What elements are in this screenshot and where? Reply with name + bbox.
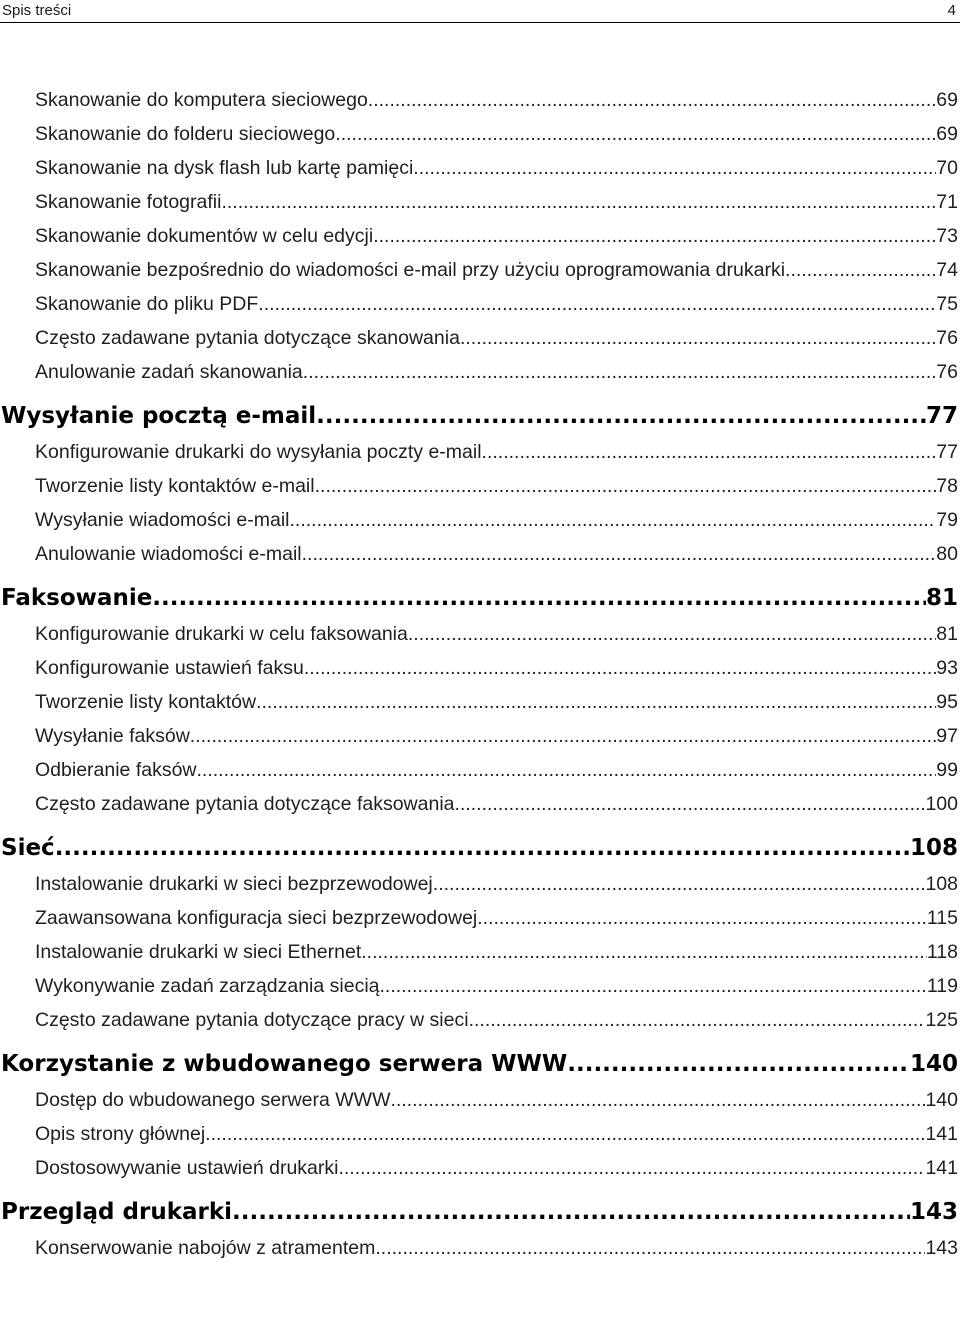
dot-leader [460, 321, 936, 355]
toc-entry[interactable] [0, 901, 958, 935]
toc-entry[interactable] [0, 185, 958, 219]
toc-entry[interactable] [0, 287, 958, 321]
toc-entry[interactable] [0, 1003, 958, 1037]
toc-entry-page: 97 [936, 725, 958, 747]
toc-section [0, 829, 958, 1037]
toc-entry-page: 100 [925, 793, 958, 815]
toc-entry[interactable] [0, 787, 958, 821]
toc-entry-page: 76 [936, 327, 958, 349]
toc-entry-page: 75 [936, 293, 958, 315]
toc-entry[interactable] [0, 83, 958, 117]
dot-leader [289, 503, 936, 537]
header-page-number: 4 [947, 2, 956, 19]
dot-leader [477, 901, 927, 935]
dot-leader [391, 1083, 926, 1117]
toc-chapter-page: 108 [909, 835, 958, 861]
dot-leader [152, 579, 926, 617]
dot-leader [55, 829, 910, 867]
toc-entry-page: 143 [925, 1237, 958, 1259]
toc-chapter-title: Przegląd drukarki [1, 1199, 233, 1225]
dot-leader [380, 969, 927, 1003]
toc-entry-title: Skanowanie na dysk flash lub kartę pamięci [35, 157, 414, 179]
toc-entry-title: Tworzenie listy kontaktów [35, 691, 257, 713]
dot-leader [197, 753, 937, 787]
dot-leader [785, 253, 936, 287]
toc-entry-title: Instalowanie drukarki w sieci bezprzewodowej [35, 873, 433, 895]
toc-entry-page: 93 [936, 657, 958, 679]
toc-entry-title: Często zadawane pytania dotyczące skanowania [35, 327, 460, 349]
toc-entry[interactable] [0, 1117, 958, 1151]
toc-entry-title: Często zadawane pytania dotyczące faksowania [35, 793, 455, 815]
toc-entry-title: Skanowanie do pliku PDF [35, 293, 259, 315]
toc-entry-title: Tworzenie listy kontaktów e-mail [35, 475, 315, 497]
toc-section [0, 83, 958, 389]
toc-chapter-page: 81 [925, 585, 958, 611]
dot-leader [368, 83, 937, 117]
toc-entry-title: Wysyłanie wiadomości e-mail [35, 509, 290, 531]
toc-entry[interactable] [0, 503, 958, 537]
toc-entry[interactable] [0, 469, 958, 503]
toc-entry[interactable] [0, 753, 958, 787]
dot-leader [258, 287, 936, 321]
dot-leader [205, 1117, 925, 1151]
dot-leader [361, 935, 927, 969]
dot-leader [303, 355, 937, 389]
toc-entry-title: Instalowanie drukarki w sieci Ethernet [35, 941, 362, 963]
toc-entry[interactable] [0, 867, 958, 901]
toc-section [0, 1045, 958, 1185]
dot-leader [221, 185, 936, 219]
toc-entry-page: 73 [936, 225, 958, 247]
dot-leader [304, 651, 936, 685]
toc-chapter[interactable] [0, 579, 958, 617]
toc-entry-page: 125 [925, 1009, 958, 1031]
toc-entry-title: Anulowanie zadań skanowania [35, 361, 303, 383]
dot-leader [413, 151, 936, 185]
toc-entry-title: Wykonywanie zadań zarządzania siecią [35, 975, 380, 997]
toc-entry-page: 119 [926, 975, 958, 997]
dot-leader [408, 617, 936, 651]
dot-leader [302, 537, 937, 571]
toc-entry[interactable] [0, 321, 958, 355]
toc-chapter-title: Wysyłanie pocztą e-mail [1, 403, 317, 429]
toc-entry-title: Opis strony głównej [35, 1123, 206, 1145]
toc-chapter-page: 77 [925, 403, 958, 429]
dot-leader [373, 219, 936, 253]
toc-chapter-page: 140 [909, 1051, 958, 1077]
toc-chapter-page: 143 [909, 1199, 958, 1225]
toc-section [0, 579, 958, 821]
toc-entry-page: 79 [936, 509, 958, 531]
toc-chapter[interactable] [0, 1193, 958, 1231]
toc-entry-page: 99 [936, 759, 958, 781]
toc-entry[interactable] [0, 1231, 958, 1265]
toc-entry-page: 69 [936, 123, 958, 145]
toc-entry-title: Odbieranie faksów [35, 759, 197, 781]
toc-entry[interactable] [0, 219, 958, 253]
toc-entry[interactable] [0, 969, 958, 1003]
toc-entry-page: 76 [936, 361, 958, 383]
toc-entry-title: Skanowanie bezpośrednio do wiadomości e-mail przy użyciu oprogramowania drukarki [35, 259, 786, 281]
toc-entry-title: Konfigurowanie drukarki w celu faksowania [35, 623, 408, 645]
toc-entry-title: Skanowanie do komputera sieciowego [35, 89, 368, 111]
toc-entry-page: 108 [925, 873, 958, 895]
toc-entry[interactable] [0, 253, 958, 287]
toc-section [0, 397, 958, 571]
toc-entry-title: Konfigurowanie drukarki do wysyłania poczty e-mail [35, 441, 482, 463]
toc-entry[interactable] [0, 617, 958, 651]
toc-entry-page: 81 [936, 623, 958, 645]
toc-entry-page: 115 [926, 907, 958, 929]
toc-entry[interactable] [0, 537, 958, 571]
toc-entry[interactable] [0, 1083, 958, 1117]
toc-entry-title: Anulowanie wiadomości e-mail [35, 543, 302, 565]
table-of-contents [0, 83, 958, 1265]
toc-entry[interactable] [0, 651, 958, 685]
toc-entry-page: 74 [936, 259, 958, 281]
toc-entry-title: Dostosowywanie ustawień drukarki [35, 1157, 339, 1179]
dot-leader [315, 469, 937, 503]
toc-entry-page: 70 [936, 157, 958, 179]
toc-entry-page: 118 [926, 941, 958, 963]
toc-chapter-title: Korzystanie z wbudowanego serwera WWW [1, 1051, 568, 1077]
dot-leader [335, 117, 936, 151]
toc-entry-title: Skanowanie do folderu sieciowego [35, 123, 336, 145]
header-title: Spis treści [2, 2, 72, 19]
dot-leader [256, 685, 936, 719]
toc-entry-page: 80 [936, 543, 958, 565]
dot-leader [190, 719, 937, 753]
toc-entry-title: Wysyłanie faksów [35, 725, 190, 747]
toc-entry-page: 78 [936, 475, 958, 497]
toc-entry[interactable] [0, 355, 958, 389]
toc-chapter[interactable] [0, 1045, 958, 1083]
toc-entry-page: 77 [936, 441, 958, 463]
toc-chapter-title: Sieć [1, 835, 55, 861]
toc-entry-page: 140 [925, 1089, 958, 1111]
dot-leader [375, 1231, 925, 1265]
dot-leader [338, 1151, 925, 1185]
toc-entry[interactable] [0, 117, 958, 151]
toc-entry-title: Konserwowanie nabojów z atramentem [35, 1237, 376, 1259]
running-header [0, 0, 960, 23]
toc-entry[interactable] [0, 685, 958, 719]
toc-entry-title: Zaawansowana konfiguracja sieci bezprzewodowej [35, 907, 478, 929]
toc-entry-title: Skanowanie dokumentów w celu edycji [35, 225, 374, 247]
toc-entry[interactable] [0, 435, 958, 469]
toc-chapter-title: Faksowanie [1, 585, 153, 611]
toc-entry-page: 141 [925, 1157, 958, 1179]
toc-entry-title: Skanowanie fotografii [35, 191, 222, 213]
dot-leader [433, 867, 926, 901]
toc-chapter[interactable] [0, 829, 958, 867]
toc-entry[interactable] [0, 935, 958, 969]
toc-entry-title: Często zadawane pytania dotyczące pracy w sieci [35, 1009, 469, 1031]
toc-entry-page: 95 [936, 691, 958, 713]
dot-leader [232, 1193, 910, 1231]
dot-leader [567, 1045, 910, 1083]
toc-entry-title: Dostęp do wbudowanego serwera WWW [35, 1089, 391, 1111]
dot-leader [469, 1003, 926, 1037]
toc-entry[interactable] [0, 719, 958, 753]
toc-entry[interactable] [0, 151, 958, 185]
toc-entry-page: 69 [936, 89, 958, 111]
toc-entry-page: 141 [925, 1123, 958, 1145]
dot-leader [455, 787, 926, 821]
dot-leader [482, 435, 937, 469]
toc-section [0, 1193, 958, 1265]
toc-entry-title: Konfigurowanie ustawień faksu [35, 657, 304, 679]
toc-entry[interactable] [0, 1151, 958, 1185]
dot-leader [316, 397, 926, 435]
toc-entry-page: 71 [936, 191, 958, 213]
toc-chapter[interactable] [0, 397, 958, 435]
